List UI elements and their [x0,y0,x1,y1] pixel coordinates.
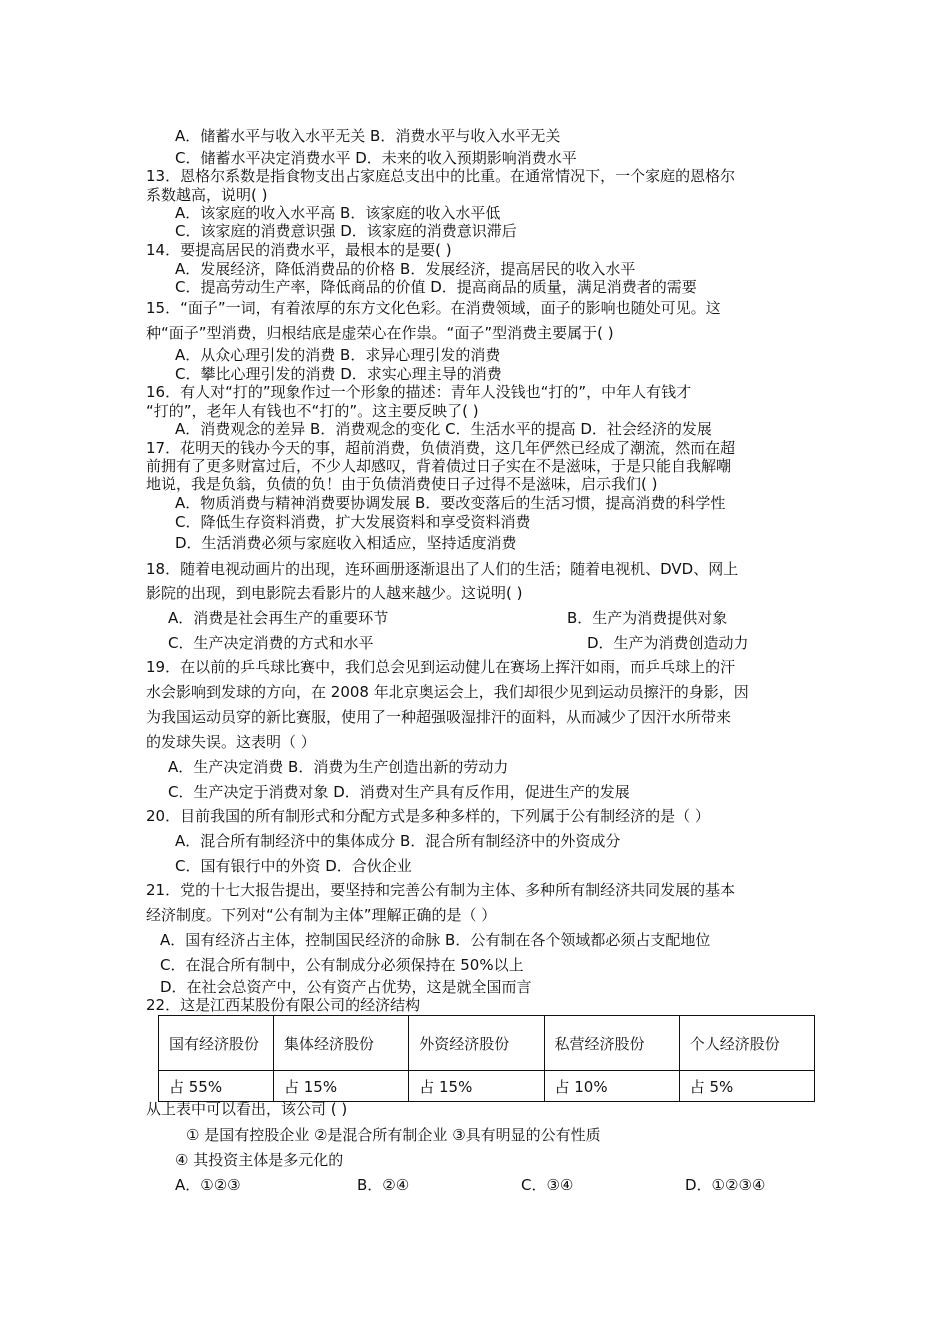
option-line: C．攀比心理引发的消费 D．求实心理主导的消费 [175,365,502,383]
question-19: 19．在以前的乒乓球比赛中，我们总会见到运动健儿在赛场上挥汗如雨，而乒乓球上的汗 [146,658,736,676]
table-cell: 占 55% [159,1071,274,1102]
table-row [159,1071,815,1102]
question-17: 17．花明天的钱办今天的事，超前消费，负债消费，这几年俨然已经成了潮流，然而在超 [146,439,736,457]
table-header-cell: 外资经济股份 [409,1016,544,1071]
option-line: C．降低生存资料消费，扩大发展资料和享受资料消费 [175,513,531,531]
question-14: 14．要提高居民的消费水平，最根本的是要( ) [146,241,452,259]
question-line: 经济制度。下列对“公有制为主体”理解正确的是（ ） [146,906,497,924]
table-header-cell: 私营经济股份 [544,1016,679,1071]
option-line: C．在混合所有制中，公有制成分必须保持在 50%以上 [160,956,524,974]
question-18: 18．随着电视动画片的出现，连环画册逐渐退出了人们的生活；随着电视机、DVD、网上 [146,560,739,578]
option-line: D．生活消费必须与家庭收入相适应，坚持适度消费 [175,534,517,552]
table-cell: 占 15% [274,1071,409,1102]
statement-line: ④ 其投资主体是多元化的 [175,1151,344,1169]
question-line: 水会影响到发球的方向，在 2008 年北京奥运会上，我们却很少见到运动员擦汗的身影，因 [146,683,749,701]
table-cell: 占 5% [679,1071,814,1102]
option-c: C．生产决定消费的方式和水平 [168,634,374,652]
question-line: 地说，我是负翁，负债的负！由于负债消费使日子过得不是滋味，启示我们( ) [146,475,658,493]
option-line: A．发展经济，降低消费品的价格 B．发展经济，提高居民的收入水平 [175,260,636,278]
option-d: D．①②③④ [685,1176,766,1194]
option-line: C．提高劳动生产率，降低商品的价值 D．提高商品的质量，满足消费者的需要 [175,278,697,296]
question-line: 种“面子”型消费，归根结底是虚荣心在作祟。“面子”型消费主要属于( ) [146,324,614,342]
option-c: C．③④ [521,1176,574,1194]
question-line: “打的”，老年人有钱也不“打的”。这主要反映了( ) [146,402,479,420]
table-cell: 占 15% [409,1071,544,1102]
question-line: 为我国运动员穿的新比赛服，使用了一种超强吸湿排汗的面料，从而减少了因汗水所带来 [146,708,732,726]
table-header-cell: 集体经济股份 [274,1016,409,1071]
option-a: A．消费是社会再生产的重要环节 [168,609,389,627]
option-a: A．①②③ [175,1176,241,1194]
question-line: 系数越高，说明( ) [146,186,268,204]
question-16: 16．有人对“打的”现象作过一个形象的描述：青年人没钱也“打的”，中年人有钱才 [146,383,692,401]
option-d: D．生产为消费创造动力 [587,634,749,652]
option-line: A．消费观念的差异 B．消费观念的变化 C．生活水平的提高 D．社会经济的发展 [175,420,712,438]
option-line: A．储蓄水平与收入水平无关 B．消费水平与收入水平无关 [175,127,561,145]
option-line: C．国有银行中的外资 D．合伙企业 [175,857,412,875]
table-header-row [159,1016,815,1071]
option-b: B．生产为消费提供对象 [567,609,728,627]
option-line: A．该家庭的收入水平高 B．该家庭的收入水平低 [175,204,501,222]
option-line: C．生产决定于消费对象 D．消费对生产具有反作用，促进生产的发展 [168,783,630,801]
question-21: 21．党的十七大报告提出，要坚持和完善公有制为主体、多种所有制经济共同发展的基本 [146,881,736,899]
statement-line: ① 是国有控股企业 ②是混合所有制企业 ③具有明显的公有性质 [186,1126,601,1144]
question-line: 影院的出现，到电影院去看影片的人越来越少。这说明( ) [146,584,523,602]
option-line: A．从众心理引发的消费 B．求异心理引发的消费 [175,346,501,364]
question-line: 从上表中可以看出，该公司 ( ) [146,1100,348,1118]
option-line: A．国有经济占主体，控制国民经济的命脉 B．公有制在各个领域都必须占支配地位 [160,931,711,949]
question-line: 前拥有了更多财富过后，不少人却感叹，背着债过日子实在不是滋味，于是只能自我解嘲 [146,457,732,475]
table-cell: 占 10% [544,1071,679,1102]
question-22: 22．这是江西某股份有限公司的经济结构 [146,996,421,1014]
question-13: 13．恩格尔系数是指食物支出占家庭总支出中的比重。在通常情况下，一个家庭的恩格尔 [146,167,736,185]
option-line: A．物质消费与精神消费要协调发展 B．要改变落后的生活习惯，提高消费的科学性 [175,494,726,512]
option-line: D．在社会总资产中，公有资产占优势，这是就全国而言 [160,978,532,996]
option-line: A．生产决定消费 B．消费为生产创造出新的劳动力 [168,758,509,776]
option-line: C．该家庭的消费意识强 D．该家庭的消费意识滞后 [175,222,517,240]
question-20: 20．目前我国的所有制形式和分配方式是多种多样的，下列属于公有制经济的是（ ） [146,807,710,825]
option-line: A．混合所有制经济中的集体成分 B．混合所有制经济中的外资成分 [175,832,621,850]
question-line: 的发球失误。这表明（ ） [146,733,316,751]
table-header-cell: 个人经济股份 [679,1016,814,1071]
option-b: B．②④ [357,1176,410,1194]
option-line: C．储蓄水平决定消费水平 D．未来的收入预期影响消费水平 [175,149,577,167]
question-15: 15．“面子”一词，有着浓厚的东方文化色彩。在消费领域，面子的影响也随处可见。这 [146,299,721,317]
table-header-cell: 国有经济股份 [159,1016,274,1071]
ownership-table [158,1015,815,1102]
